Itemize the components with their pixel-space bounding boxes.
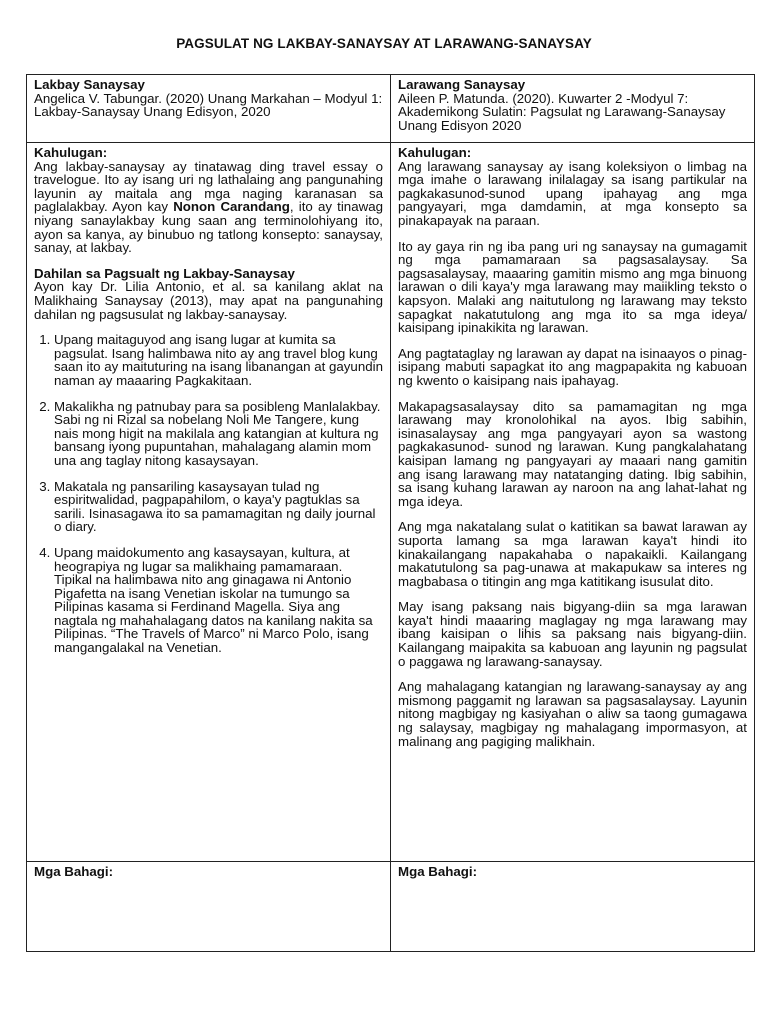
header-row — [27, 75, 755, 143]
larawang-parts-label: Mga Bahagi: — [398, 863, 478, 879]
parts-row — [27, 861, 755, 951]
definition-author-name: Nonon Carandang — [173, 199, 290, 215]
definition-text-end: , ito ay tinawag niyang sanaylakbay kung saan ang terminolohiyang ito, ayon sa kanya, ay binubuo ng tatlong konsepto: sanaysay, sanay, at lakbay. — [34, 199, 383, 256]
reasons-heading: Dahilan sa Pagsualt ng Lakbay-Sanaysay — [34, 265, 295, 281]
reason-item-2: 2. Makalikha ng patnubay para sa posibleng Manlalakbay. Sabi ng ni Rizal sa nobelang Noli Me Tangere, kung nais mong higit na makilala ang katangian at kultura ng bansang iyong pupuntahan, mahalagang alamin mom una ang taglay nitong kasaysayan. — [54, 400, 383, 468]
larawang-paragraph-4: Makapagsasalaysay dito sa pamamagitan ng mga larawang may kronolohikal na ayos. Ibig sabihin, isinasalaysay ang mga pangyayari ayon sa wastong pagkakasunod- sunod ng larawan. Kung pangkalahatang kaisipan lamang ng pangyayari ay maaari nang gamitin ang isang larawang may natatanging dating. Ibig sabihin, sa isang kuhang larawan ay naroon na ang lahat-lahat ng mga ideya. — [398, 398, 747, 509]
larawang-parts-cell — [391, 861, 755, 951]
lakbay-body-cell — [27, 143, 391, 862]
larawang-definition-label: Kahulugan: — [398, 145, 472, 161]
body-row — [27, 143, 755, 862]
larawang-reference: Aileen P. Matunda. (2020). Kuwarter 2 -Modyul 7: Akademikong Sulatin: Pagsulat ng Larawang-Sanaysay Unang Edisyon 2020 — [398, 90, 726, 133]
larawang-header-cell — [391, 75, 755, 143]
lakbay-definition-label: Kahulugan: — [34, 145, 108, 161]
larawang-paragraph-5: Ang mga nakatalang sulat o katitikan sa bawat larawan ay suporta lamang sa mga larawan kaya't hindi ito kinakailangang napakahaba o napakaikli. Kailangang makatutulong sa pag-unawa at makapukaw sa interes ng magbabasa o titingin ang mga katitikang isusulat dito. — [398, 519, 747, 589]
lakbay-definition — [34, 160, 383, 255]
larawang-paragraph-7: Ang mahalagang katangian ng larawang-sanaysay ay ang mismong paggamit ng larawan sa pagsasalaysay. Layunin nitong magbigay ng kasiyahan o aliw sa taong gumagawa ng salaysay, magbigay ng mahalagang impormasyon, at malinang ang pagiging malikhain. — [398, 679, 747, 749]
reasons-intro: Ayon kay Dr. Lilia Antonio, et al. sa kanilang aklat na Malikhaing Sanaysay (2013), may apat na pangunahing dahilan ng pagsusulat ng lakbay-sanaysay. — [34, 279, 383, 322]
larawang-paragraph-6: May isang paksang nais bigyang-diin sa mga larawan kaya't hindi maaaring maglagay ng mga larawang may ibang kaisipan o lihis sa paksang nais bigyang-diin. Kailangang maipakita sa kabuoan ang layunin ng pagsulat o paggawa ng larawang-sanaysay. — [398, 599, 747, 669]
larawang-heading: Larawang Sanaysay — [398, 77, 526, 92]
lakbay-header-cell — [27, 75, 391, 143]
reason-item-3: 3. Makatala ng pansariling kasaysayan tulad ng espiritwalidad, pagpapahilom, o kaya'y pagtuklas sa sarili. Isinasagawa ito sa pamamagitan ng daily journal o diary. — [54, 480, 383, 534]
lakbay-parts-label: Mga Bahagi: — [34, 863, 114, 879]
larawang-paragraph-3: Ang pagtataglay ng larawan ay dapat na isinaayos o pinag-isipang mabuti sapagkat ito ang magpapakita ng kabuoan ng kwento o kaisipang nais ipahayag. — [398, 345, 747, 388]
reason-item-1: 1. Upang maitaguyod ang isang lugar at kumita sa pagsulat. Isang halimbawa nito ay ang travel blog kung saan ito ay maituturing na isang libanangan at gayundin naman ay maaaring Pagkakitaan. — [54, 333, 383, 387]
reason-item-4: 4. Upang maidokumento ang kasaysayan, kultura, at heograpiya ng lugar sa malikhaing pamamaraan. Tipikal na halimbawa nito ang ginagawa ni Antonio Pigafetta na isang Venetian iskolar na tumungo sa Pilipinas kasama si Ferdinand Magella. Siya ang nagtala ng mahahalagang datos na kanilang nakita sa Pilipinas. “The Travels of Marco” ni Marco Polo, isang mangangalakal na Venetian. — [54, 546, 383, 655]
larawang-paragraph-2: Ito ay gaya rin ng iba pang uri ng sanaysay na gumagamit ng mga pamamaraan sa pagsasalaysay. Sa pagsasalaysay, maaaring gamitin mismo ang mga binuong larawan o dili kaya'y mga larawang may maiikling teksto o kapsyon. Malaki ang naitutulong ng larawang may teksto sapagkat nakatutulong ang mga ito sa mga ideya/ kaisipang ipinakikita ng larawan. — [398, 238, 747, 336]
comparison-table — [26, 74, 755, 952]
page-title: PAGSULAT NG LAKBAY-SANAYSAY AT LARAWANG-SANAYSAY — [176, 36, 592, 51]
reasons-list — [34, 333, 383, 654]
lakbay-parts-cell — [27, 861, 391, 951]
lakbay-heading: Lakbay Sanaysay — [34, 77, 145, 92]
definition-text-start: Ang lakbay-sanaysay ay tinatawag ding travel essay o travelogue. Ito ay isang uri ng lathalaing ang pangunahing layunin ay maitala ang mga naging karanasan sa paglalakbay. Ayon kay — [34, 158, 383, 215]
larawang-paragraph-1: Ang larawang sanaysay ay isang koleksiyon o limbag na mga imahe o larawang inilalagay sa isang partikular na pagkakasunod-sunod upang ipahayag ang mga pangyayari, mga damdamin, at mga konsepto sa pinakapayak na paraan. — [398, 158, 747, 229]
lakbay-reference: Angelica V. Tabungar. (2020) Unang Markahan – Modyul 1: Lakbay-Sanaysay Unang Edisyon, 2020 — [34, 90, 383, 120]
larawang-body-cell — [391, 143, 755, 862]
